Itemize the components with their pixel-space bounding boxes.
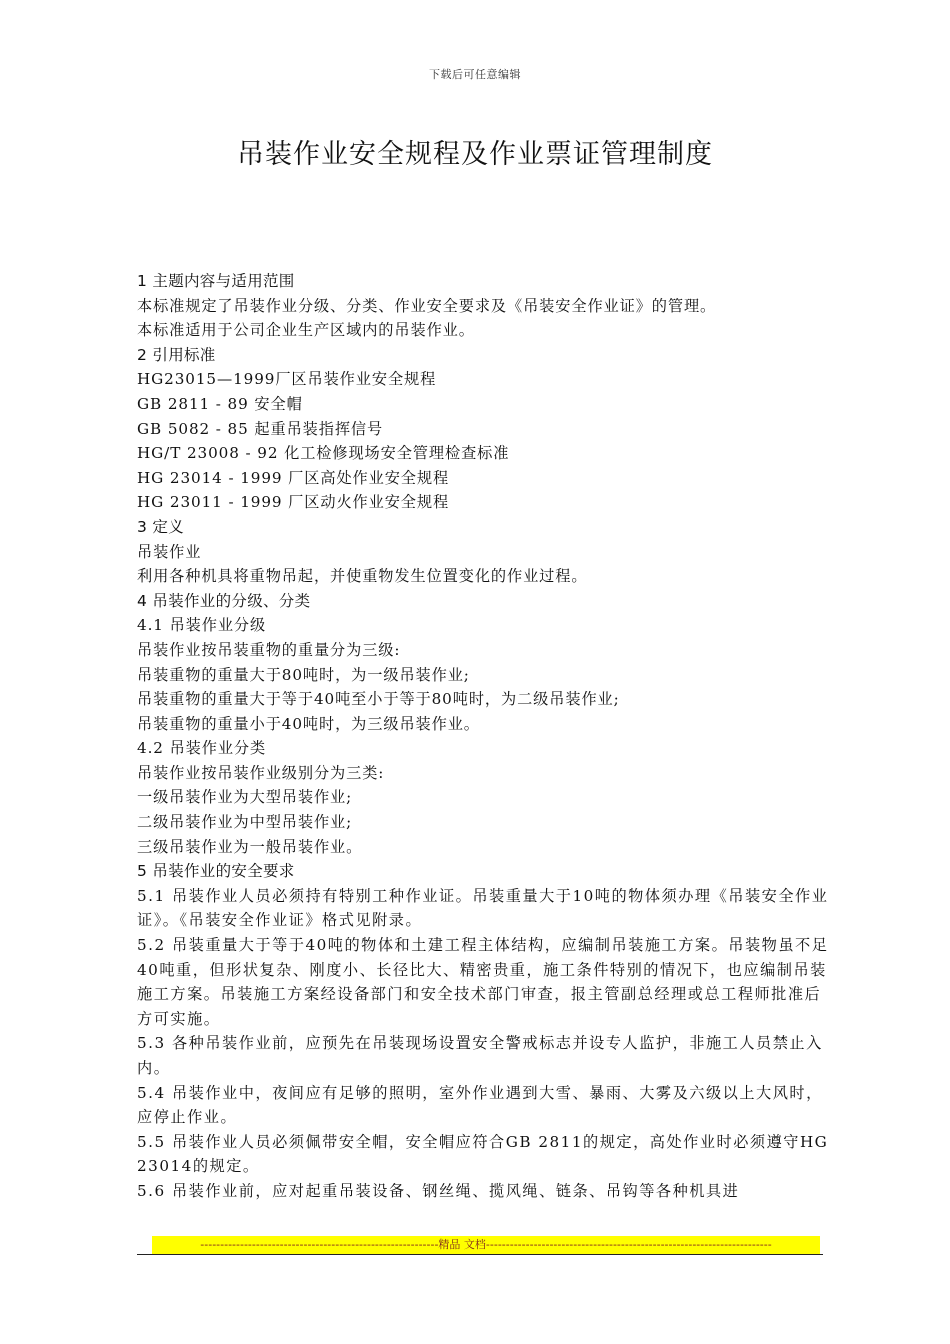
paragraph-line: 二级吊装作业为中型吊装作业; xyxy=(137,813,353,832)
paragraph-line: 三级吊装作业为一般吊装作业。 xyxy=(137,837,363,856)
paragraph-line: 本标准规定了吊装作业分级、分类、作业安全要求及《吊装安全作业证》的管理。 xyxy=(137,296,717,315)
paragraph-line: 吊装重物的重量大于等于40吨至小于等于80吨时，为二级吊装作业; xyxy=(137,690,620,709)
paragraph-line: 吊装作业 xyxy=(137,542,202,561)
section-heading: 1 主题内容与适用范围 xyxy=(137,272,295,290)
paragraph-line: 利用各种机具将重物吊起，并使重物发生位置变化的作业过程。 xyxy=(137,567,588,586)
paragraph-line: 吊装重物的重量小于40吨时，为三级吊装作业。 xyxy=(137,714,480,733)
paragraph-line: 吊装作业按吊装重物的重量分为三级: xyxy=(137,640,401,659)
paragraph-line: HG/T 23008 - 92 化工检修现场安全管理检查标准 xyxy=(137,444,510,463)
section-heading: 2 引用标准 xyxy=(137,345,216,364)
paragraph-line: 5.3 各种吊装作业前，应预先在吊装现场设置安全警戒标志并设专人监护，非施工人员禁止入内。 xyxy=(137,1034,823,1077)
paragraph-line: 4.2 吊装作业分类 xyxy=(137,739,267,758)
paragraph-line: 5.2 吊装重量大于等于40吨的物体和土建工程主体结构，应编制吊装施工方案。吊装物虽不足40吨重，但形状复杂、刚度小、长径比大、精密贵重，施工条件特别的情况下，也应编制吊装施工方案。吊装施工方案经设备部门和安全技术部门审查，报主管副总经理或总工程师批准后方可实施。 xyxy=(137,936,829,1028)
paragraph-line: GB 2811 - 89 安全帽 xyxy=(137,394,303,413)
paragraph-line: 4.1 吊装作业分级 xyxy=(137,616,267,635)
paragraph-line: 本标准适用于公司企业生产区域内的吊装作业。 xyxy=(137,321,475,340)
paragraph-line: HG 23014 - 1999 厂区高处作业安全规程 xyxy=(137,468,450,487)
section-heading: 3 定义 xyxy=(137,517,184,536)
document-title: 吊装作业安全规程及作业票证管理制度 xyxy=(237,139,713,170)
paragraph-line: 一级吊装作业为大型吊装作业; xyxy=(137,788,353,807)
paragraph-line: HG23015—1999厂区吊装作业安全规程 xyxy=(137,370,437,389)
footer-banner: ------------------------------------------------------------精品 文档------------------------------------------------------------------------ xyxy=(152,1236,820,1254)
section-heading: 4 吊装作业的分级、分类 xyxy=(137,591,311,610)
paragraph-line: 5.1 吊装作业人员必须持有特别工种作业证。吊装重量大于10吨的物体须办理《吊装安全作业证》。《吊装安全作业证》格式见附录。 xyxy=(137,886,829,930)
paragraph-line: 5.6 吊装作业前，应对起重吊装设备、钢丝绳、揽风绳、链条、吊钩等各种机具进 xyxy=(137,1181,740,1200)
document-body xyxy=(137,269,837,1204)
paragraph-line: 5.5 吊装作业人员必须佩带安全帽，安全帽应符合GB 2811的规定，高处作业时必须遵守HG 23014的规定。 xyxy=(137,1132,829,1176)
paragraph-line: 吊装作业按吊装作业级别分为三类: xyxy=(137,763,385,782)
paragraph-line: 吊装重物的重量大于80吨时，为一级吊装作业; xyxy=(137,665,470,684)
paragraph-line: GB 5082 - 85 起重吊装指挥信号 xyxy=(137,419,384,438)
paragraph-line: HG 23011 - 1999 厂区动火作业安全规程 xyxy=(137,493,450,512)
paragraph-line: 5.4 吊装作业中，夜间应有足够的照明，室外作业遇到大雪、暴雨、大雾及六级以上大风时，应停止作业。 xyxy=(137,1083,823,1127)
header-note: 下载后可任意编辑 xyxy=(429,68,521,81)
footer-rule xyxy=(137,1254,823,1255)
section-heading: 5 吊装作业的安全要求 xyxy=(137,862,295,881)
